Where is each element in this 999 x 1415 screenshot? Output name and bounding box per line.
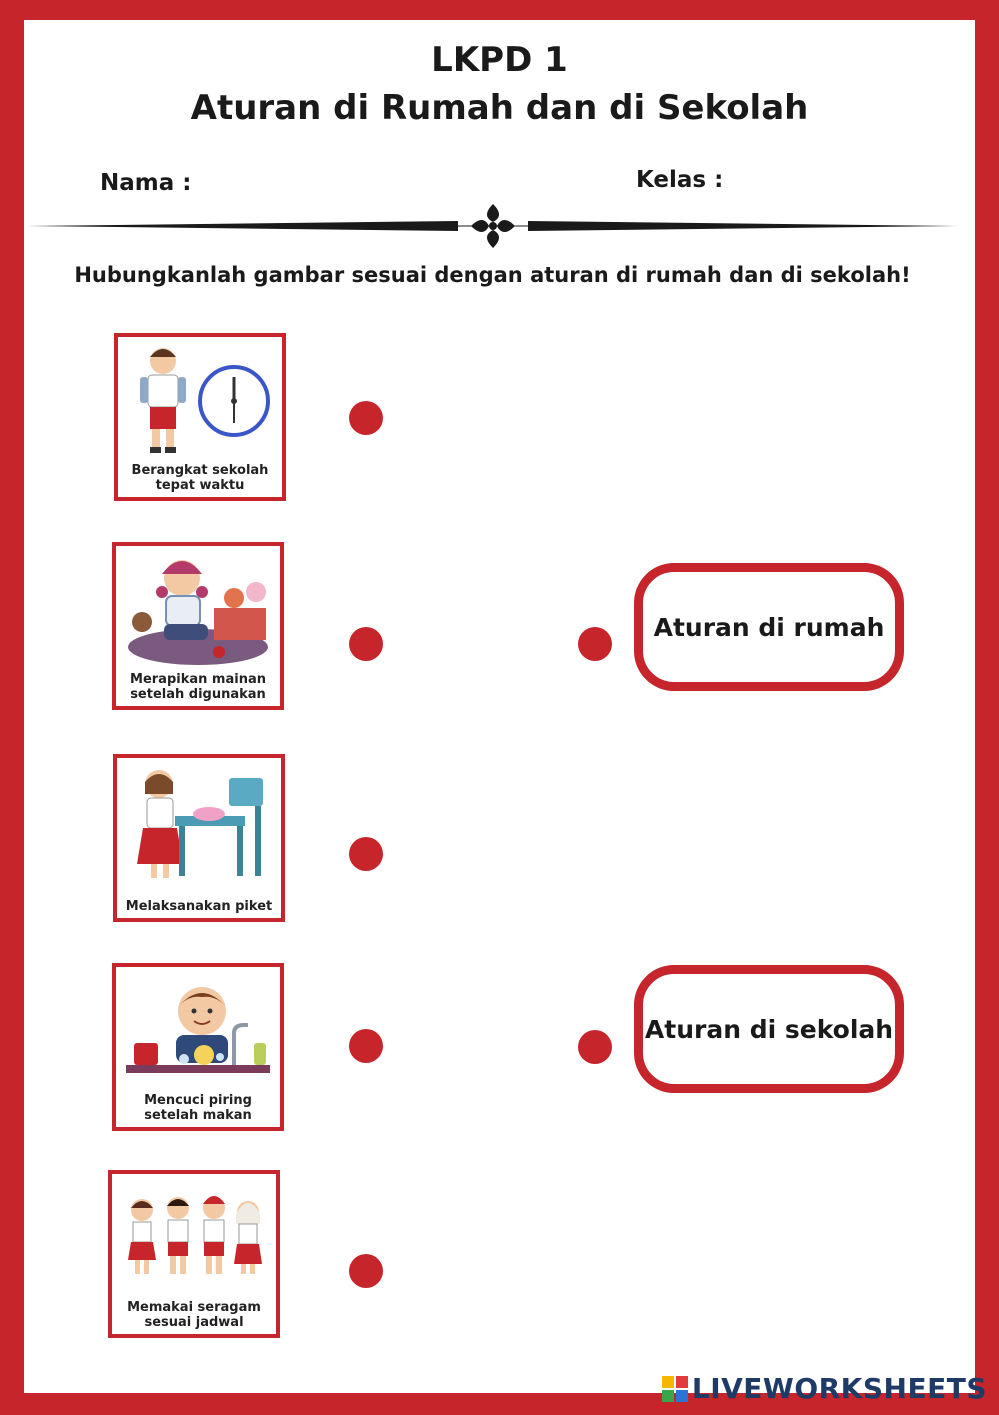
target-school-rules: Aturan di sekolah [634,965,904,1093]
card-caption: Berangkat sekolah tepat waktu [131,463,269,493]
card-wash-dishes [112,963,284,1131]
match-dot-card-3[interactable] [349,837,383,871]
card-caption: Melaksanakan piket [125,899,273,914]
target-home-rules: Aturan di rumah [634,563,904,691]
student-clock-icon [126,343,274,461]
liveworksheets-logo-icon [662,1376,688,1402]
girl-toys-icon [124,552,272,670]
card-caption: Memakai seragam sesuai jadwal [127,1300,261,1330]
washing-dishes-icon [124,973,272,1091]
match-dot-card-1[interactable] [349,401,383,435]
page-subtitle: Aturan di Rumah dan di Sekolah [190,88,809,128]
match-dot-target-home[interactable] [578,627,612,661]
match-dot-card-2[interactable] [349,627,383,661]
brand-logo [662,1372,987,1405]
match-dot-card-5[interactable] [349,1254,383,1288]
match-dot-target-school[interactable] [578,1030,612,1064]
name-label: Nama : [100,170,192,196]
card-caption: Mencuci piring setelah makan [144,1093,252,1123]
students-uniform-icon [120,1180,268,1298]
ornament-divider [28,203,958,249]
page-title: LKPD 1 [431,40,568,80]
card-class-duty [113,754,285,922]
instruction-text: Hubungkanlah gambar sesuai dengan aturan di rumah dan di sekolah! [74,263,911,287]
class-label: Kelas : [636,167,724,193]
brand-text: LIVEWORKSHEETS [691,1372,987,1405]
card-go-to-school-on-time [114,333,286,501]
match-dot-card-4[interactable] [349,1029,383,1063]
card-caption: Merapikan mainan setelah digunakan [130,672,266,702]
card-wear-uniform [108,1170,280,1338]
card-tidy-toys [112,542,284,710]
cleaning-desk-icon [125,764,273,882]
